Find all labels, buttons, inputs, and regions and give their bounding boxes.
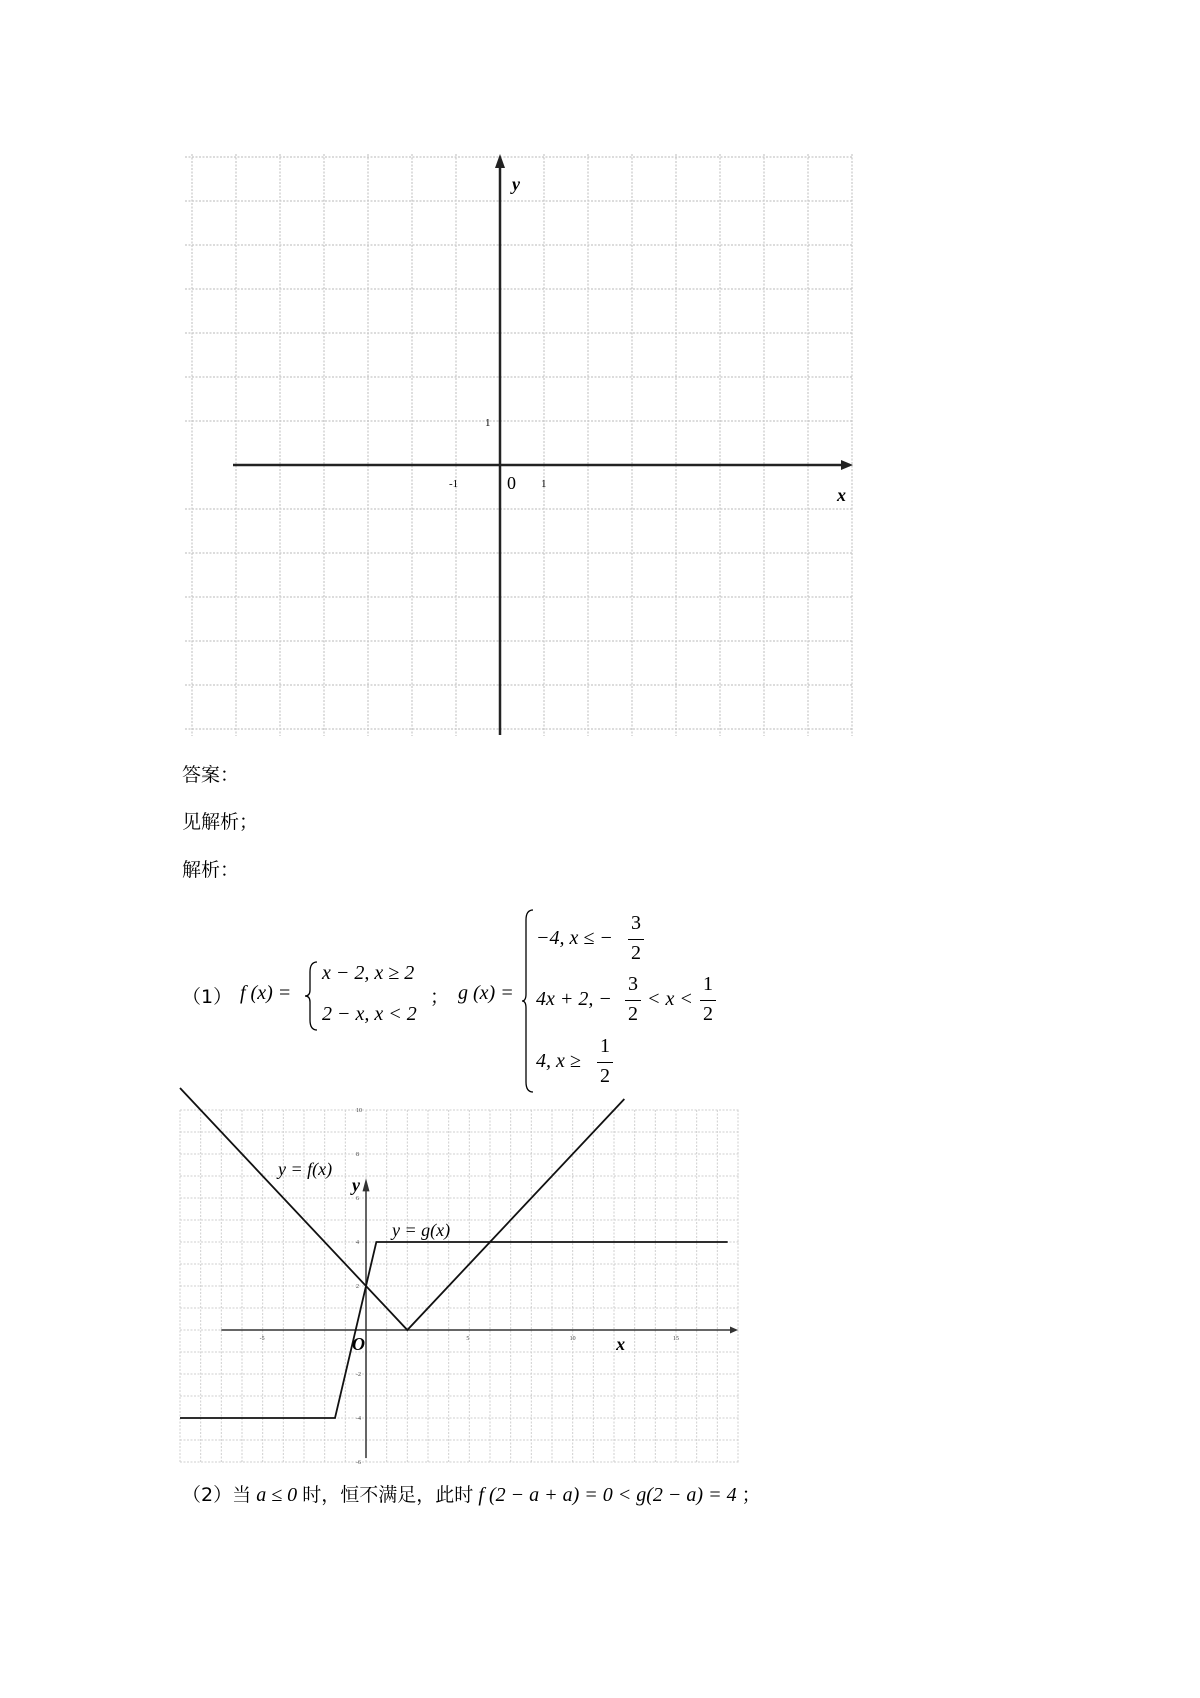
part2-text2: 时，恒不满足，此时 — [302, 1484, 474, 1506]
frac-bar — [625, 1000, 641, 1001]
part2-line — [182, 1480, 761, 1507]
y-axis-label: y — [512, 174, 520, 194]
answer-text: 见解析； — [182, 811, 259, 833]
origin-label: O — [352, 1334, 365, 1354]
part2-condition: a ≤ 0 — [256, 1484, 298, 1506]
y-tick-label: 2 — [356, 1284, 359, 1290]
part1-marker: （1） — [182, 986, 233, 1008]
f-case2: 2 − x, x < 2 — [322, 1003, 417, 1025]
x-tick-label: 5 — [466, 1336, 470, 1342]
tick-label-y-1: 1 — [485, 417, 491, 429]
y-tick-label: 6 — [356, 1196, 359, 1202]
x-tick-label: 15 — [673, 1336, 679, 1342]
g-case1: −4, x ≤ − — [536, 927, 613, 949]
frac-1-over-2-b-num: 1 — [600, 1035, 610, 1057]
answer-heading: 答案： — [182, 764, 240, 786]
frac-1-over-2-a-num: 1 — [703, 973, 713, 995]
y-tick-label: 4 — [356, 1240, 359, 1246]
y-axis-arrow — [363, 1178, 370, 1191]
series-lines — [180, 1088, 728, 1418]
g-lhs: g (x) = — [458, 982, 514, 1004]
separator: ； — [430, 986, 450, 1008]
frac-bar — [628, 939, 644, 940]
frac-3-over-2-b-num: 3 — [628, 973, 638, 995]
series-f-line — [180, 1088, 624, 1330]
y-tick-label: 10 — [356, 1108, 362, 1114]
y-tick-label: -6 — [356, 1460, 361, 1466]
frac-3-over-2-a-den: 2 — [631, 942, 641, 964]
analysis-heading: 解析： — [182, 859, 240, 881]
frac-3-over-2-b-den: 2 — [628, 1003, 638, 1025]
y-tick-label: -2 — [356, 1372, 361, 1378]
part2-marker: （2） — [182, 1484, 233, 1506]
x-tick-label: 10 — [569, 1336, 576, 1342]
grid-lines — [185, 154, 853, 736]
x-axis-label: x — [837, 485, 846, 505]
g-case3: 4, x ≥ — [536, 1050, 581, 1072]
frac-3-over-2-a-num: 3 — [631, 912, 641, 934]
part2-text1: 当 — [232, 1484, 252, 1506]
part2-expression: f (2 − a + a) = 0 < g(2 − a) = 4 — [478, 1484, 737, 1506]
empty-coordinate-grid — [185, 150, 855, 740]
x-axis-arrow — [841, 460, 853, 470]
tick-label-x-neg1: -1 — [449, 478, 459, 490]
function-graph — [180, 1108, 740, 1466]
x-tick-label: -5 — [259, 1336, 265, 1342]
g-case2-a: 4x + 2, − — [536, 988, 612, 1010]
x-axis-label: x — [616, 1334, 626, 1354]
origin-label: 0 — [507, 473, 516, 493]
f-brace — [304, 960, 320, 1032]
tick-label-x-1: 1 — [541, 478, 547, 490]
label-g: y = g(x) — [392, 1220, 451, 1240]
frac-bar — [597, 1062, 613, 1063]
frac-1-over-2-a-den: 2 — [703, 1003, 713, 1025]
part2-end: ； — [741, 1484, 761, 1506]
y-axis-label: y — [352, 1175, 360, 1195]
label-f: y = f(x) — [278, 1159, 333, 1179]
y-tick-label: 8 — [356, 1152, 359, 1158]
frac-1-over-2-b-den: 2 — [600, 1065, 610, 1087]
f-lhs: f (x) = — [240, 982, 292, 1004]
g-brace — [521, 908, 535, 1094]
y-axis-arrow — [495, 154, 505, 168]
grid-lines — [180, 1110, 740, 1462]
y-tick-label: -4 — [356, 1416, 361, 1422]
frac-bar — [700, 1000, 716, 1001]
f-case1: x − 2, x ≥ 2 — [322, 962, 415, 984]
x-axis-arrow — [730, 1327, 738, 1334]
g-case2-b: < x < — [647, 988, 693, 1010]
